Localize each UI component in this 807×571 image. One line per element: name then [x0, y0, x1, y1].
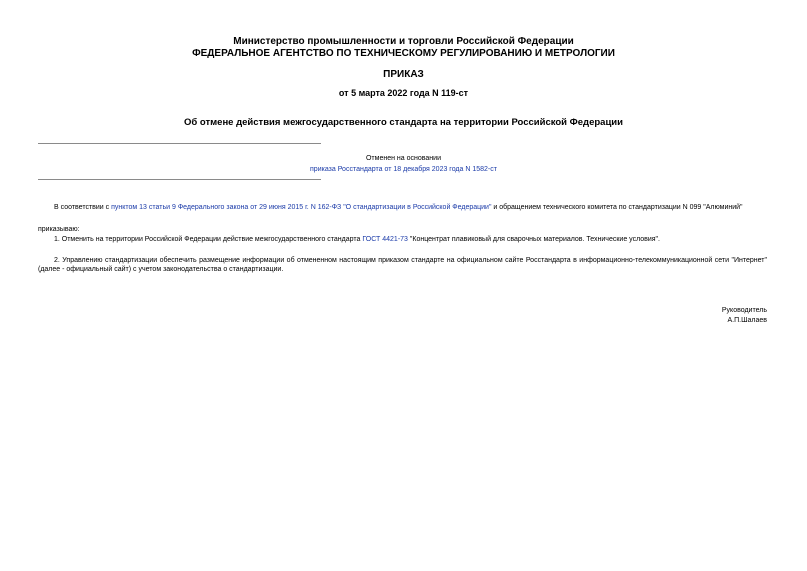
agency-title: ФЕДЕРАЛЬНОЕ АГЕНТСТВО ПО ТЕХНИЧЕСКОМУ РЕГУЛИРОВАНИЮ И МЕТРОЛОГИИ — [192, 48, 615, 59]
preamble-suffix: и обращением технического комитета по стандартизации N 099 "Алюминий" — [491, 204, 743, 211]
ministry-title: Министерство промышленности и торговли Российской Федерации — [233, 36, 574, 47]
signature-name: А.П.Шалаев — [727, 317, 767, 324]
preamble-paragraph — [54, 203, 774, 212]
divider-bottom — [38, 179, 321, 180]
divider-top — [38, 143, 321, 144]
federal-law-link[interactable]: пунктом 13 статьи 9 Федерального закона от 29 июня 2015 г. N 162-ФЗ "О стандартизации в Российской Федерации" — [111, 204, 492, 211]
document-type: ПРИКАЗ — [383, 69, 424, 80]
item-2-paragraph: 2. Управлению стандартизации обеспечить размещение информации об отмененном настоящим приказом стандарте на официальном сайте Росстандарта в информационно-телекоммуникационной сети "Интернет" (далее - официальный сайт) с учетом законодательства о стандартизации. — [38, 257, 767, 273]
cancel-order-link[interactable]: приказа Росстандарта от 18 декабря 2023 года N 1582-ст — [310, 166, 497, 173]
item-1-suffix: "Концентрат плавиковый для сварочных материалов. Технические условия". — [407, 236, 660, 243]
cancel-note-label: Отменен на основании — [365, 155, 441, 162]
cancel-note-container — [0, 166, 807, 173]
preamble-prefix: В соответствии с — [54, 204, 112, 211]
gost-link[interactable]: ГОСТ 4421-73 — [362, 236, 408, 243]
document-subject: Об отмене действия межгосударственного стандарта на территории Российской Федерации — [184, 117, 623, 128]
signature-title: Руководитель — [721, 307, 767, 314]
document-date-number: от 5 марта 2022 года N 119-ст — [338, 88, 469, 98]
order-word: приказываю: — [38, 226, 80, 233]
item-1-prefix: 1. Отменить на территории Российской Федерации действие межгосударственного стандарта — [54, 236, 363, 243]
item-1-paragraph — [54, 235, 774, 244]
